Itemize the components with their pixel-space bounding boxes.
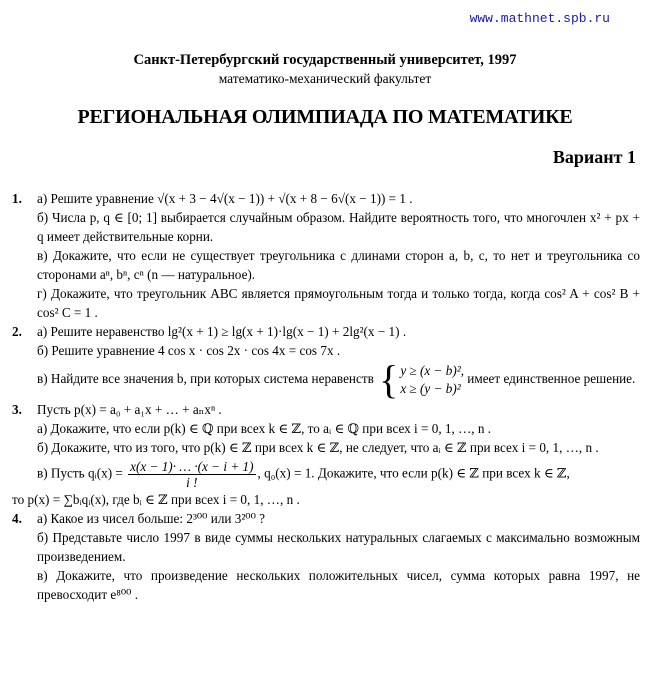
problem-text: в) Пусть qᵢ(x) = (37, 465, 123, 481)
variant-label: Вариант 1 (552, 147, 636, 167)
problem-1c: в) Докажите, что если не существует треугольника с длинами сторон a, b, c, то нет и треугольника со сторонами aⁿ, bⁿ, cⁿ (n — натуральное). (37, 248, 640, 282)
problem-2b: б) Решите уравнение 4 cos x · cos 2x · cos 4x = cos 7x . (37, 343, 341, 358)
problem-number: 2. (12, 324, 22, 339)
problem-2a (12, 322, 640, 341)
fraction (128, 459, 255, 490)
problem-1a (12, 189, 640, 208)
problem-number: 3. (12, 402, 22, 417)
problem-4b: б) Представьте число 1997 в виде суммы нескольких натуральных слагаемых с максимально возможным произведением. (37, 530, 640, 564)
problem-text: имеет единственное решение. (467, 371, 636, 387)
university-name: Санкт-Петербургский государственный университет, 1997 (133, 52, 517, 68)
problem-number: 1. (12, 191, 22, 206)
problem-text: Пусть p(x) = a₀ + a₁x + … + aₙxⁿ . (37, 402, 222, 417)
problems-body (12, 189, 640, 604)
problem-1d: г) Докажите, что треугольник ABC является прямоугольным тогда и только тогда, когда cos² A + cos² B + cos² C = 1 . (37, 286, 640, 320)
system-line: x ≥ (y − b)² (400, 381, 461, 396)
problem-3b: б) Докажите, что из того, что p(k) ∈ ℤ при всех k ∈ ℤ, не следует, что aᵢ ∈ ℤ при всех i = 0, 1, …, n . (37, 440, 599, 455)
fraction-denominator: i ! (186, 475, 198, 490)
system-line: y ≥ (x − b)², (400, 363, 464, 378)
problem-text: а) Какое из чисел больше: 2³⁰⁰ или 3²⁰⁰ ? (37, 511, 266, 526)
system-brace: { (379, 357, 399, 402)
problem-3a: а) Докажите, что если p(k) ∈ ℚ при всех k ∈ ℤ, то aᵢ ∈ ℚ при всех i = 0, 1, …, n . (37, 421, 492, 436)
inequality-system (400, 362, 464, 398)
fraction-numerator: x(x − 1)· … ·(x − i + 1) (130, 459, 254, 474)
site-url[interactable]: www.mathnet.spb.ru (469, 11, 610, 26)
problem-3c-cont: то p(x) = ∑bᵢqᵢ(x), где bᵢ ∈ ℤ при всех i = 0, 1, …, n . (12, 492, 300, 507)
faculty-name: математико-механический факультет (218, 71, 432, 86)
problem-3c (12, 459, 640, 490)
problem-text: , q₀(x) = 1. Докажите, что если p(k) ∈ ℤ при всех k ∈ ℤ, (257, 465, 570, 481)
problem-2c (12, 357, 640, 402)
problem-text: а) Решите уравнение √(x + 3 − 4√(x − 1)) + √(x + 8 − 6√(x − 1)) = 1 . (37, 191, 413, 206)
problem-4c: в) Докажите, что произведение нескольких положительных чисел, сумма которых равна 1997, не превосходит e⁸⁰⁰ . (37, 568, 640, 602)
page-title: РЕГИОНАЛЬНАЯ ОЛИМПИАДА ПО МАТЕМАТИКЕ (77, 106, 573, 128)
problem-4a (12, 509, 640, 528)
problem-text: в) Найдите все значения b, при которых система неравенств (37, 371, 374, 387)
problem-1b: б) Числа p, q ∈ [0; 1] выбирается случайным образом. Найдите вероятность того, что многочлен x² + px + q имеет действительные корни. (37, 210, 640, 244)
problem-number: 4. (12, 511, 22, 526)
problem-text: а) Решите неравенство lg²(x + 1) ≥ lg(x + 1)·lg(x − 1) + 2lg²(x − 1) . (37, 324, 407, 339)
problem-3 (12, 400, 640, 419)
